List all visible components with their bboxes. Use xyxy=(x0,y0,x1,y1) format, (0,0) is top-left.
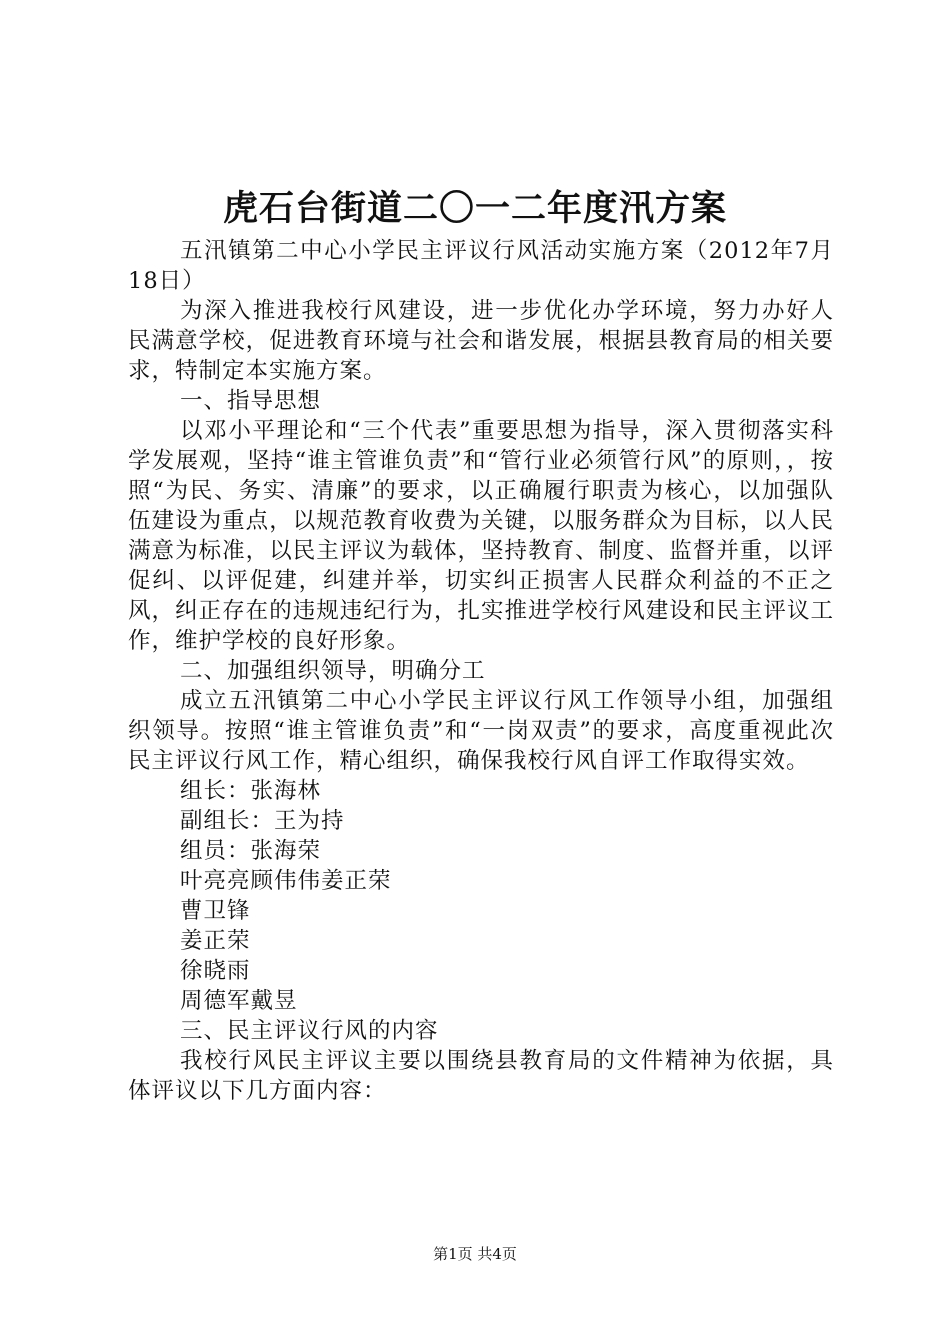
section-heading-3: 三、民主评议行风的内容 xyxy=(180,1018,439,1044)
section-heading-2: 二、加强组织领导，明确分工 xyxy=(180,658,486,684)
team-leader-line: 组长：张海林 xyxy=(180,778,322,804)
paragraph-subtitle: 五汛镇第二中心小学民主评议行风活动实施方案（2012年7月18日） xyxy=(128,238,834,294)
members-line: 组员：张海荣 xyxy=(180,838,322,864)
paragraph-leadership: 成立五汛镇第二中心小学民主评议行风工作领导小组，加强组织领导。按照“谁主管谁负责”和“一岗双责”的要求，高度重视此次民主评议行风工作，精心组织，确保我校行风自评工作取得实效。 xyxy=(128,688,834,774)
members-line: 徐晓雨 xyxy=(180,958,251,984)
document-body xyxy=(128,236,834,1106)
document-title: 虎石台街道二〇一二年度汛方案 xyxy=(222,188,727,229)
members-line: 周德军戴昱 xyxy=(180,988,298,1014)
members-line: 叶亮亮顾伟伟姜正荣 xyxy=(180,868,392,894)
paragraph-intro: 为深入推进我校行风建设，进一步优化办学环境，努力办好人民满意学校，促进教育环境与社会和谐发展，根据县教育局的相关要求，特制定本实施方案。 xyxy=(128,298,834,384)
section-heading-1: 一、指导思想 xyxy=(180,388,322,414)
members-line: 曹卫锋 xyxy=(180,898,251,924)
deputy-leader-line: 副组长：王为持 xyxy=(180,808,345,834)
page-number-footer: 第1页 共4页 xyxy=(433,1245,517,1263)
members-line: 姜正荣 xyxy=(180,928,251,954)
paragraph-evaluation-content: 我校行风民主评议主要以围绕县教育局的文件精神为依据，具体评议以下几方面内容： xyxy=(128,1048,834,1104)
paragraph-guiding-thought: 以邓小平理论和“三个代表”重要思想为指导，深入贯彻落实科学发展观，坚持“谁主管谁负责”和“管行业必须管行风”的原则，，按照“为民、务实、清廉”的要求，以正确履行职责为核心，以加强队伍建设为重点，以规范教育收费为关键，以服务群众为目标，以人民满意为标准，以民主评议为载体，坚持教育、制度、监督并重，以评促纠、以评促建，纠建并举，切实纠正损害人民群众利益的不正之风，纠正存在的违规违纪行为，扎实推进学校行风建设和民主评议工作，维护学校的良好形象。 xyxy=(128,418,834,654)
